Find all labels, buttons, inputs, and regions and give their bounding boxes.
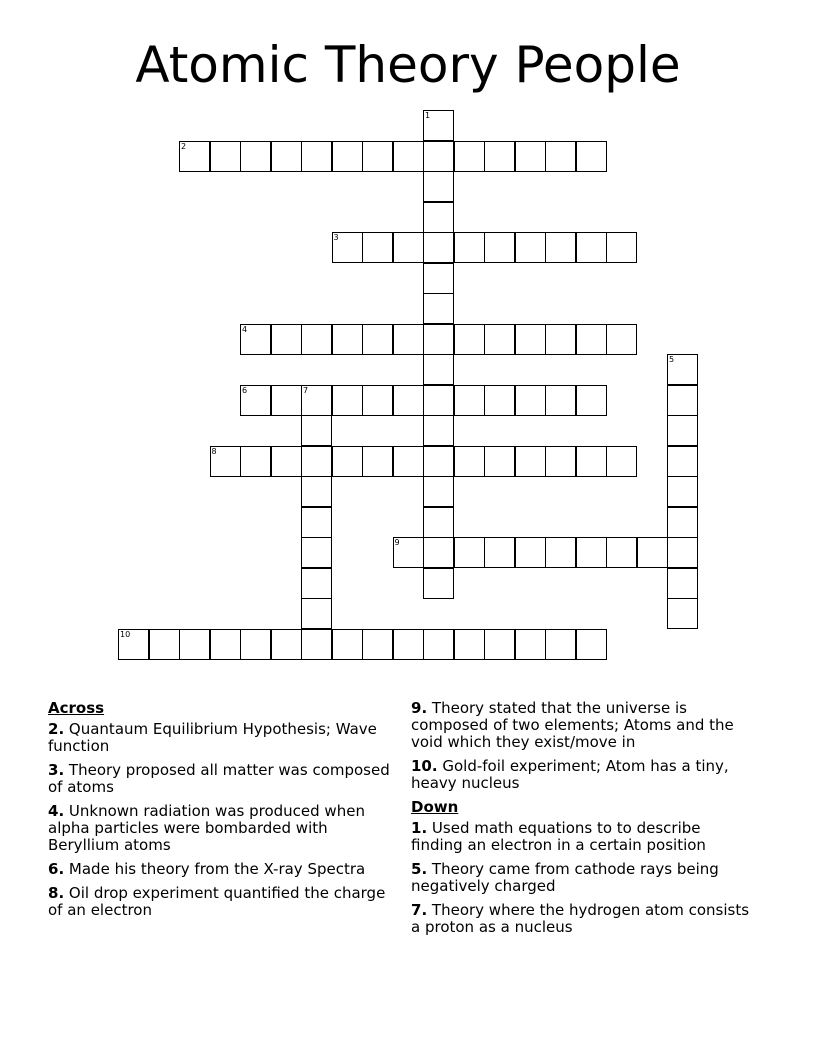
crossword-cell[interactable] bbox=[301, 141, 332, 172]
crossword-cell[interactable] bbox=[301, 568, 332, 599]
crossword-cell[interactable] bbox=[667, 385, 698, 416]
crossword-cell[interactable] bbox=[606, 537, 637, 568]
clue-number: 7 bbox=[411, 901, 422, 919]
crossword-cell[interactable] bbox=[332, 324, 363, 355]
crossword-cell[interactable] bbox=[576, 324, 607, 355]
clue-number: 1 bbox=[411, 819, 422, 837]
crossword-cell[interactable] bbox=[301, 507, 332, 538]
clue-text: Quantaum Equilibrium Hypothesis; Wave function bbox=[48, 720, 377, 755]
clue-number: 5 bbox=[411, 860, 422, 878]
clue-text: Theory proposed all matter was composed of atoms bbox=[48, 761, 390, 796]
crossword-cell[interactable] bbox=[362, 629, 393, 660]
crossword-cell[interactable] bbox=[484, 385, 515, 416]
crossword-cell[interactable] bbox=[423, 476, 454, 507]
crossword-cell[interactable] bbox=[423, 629, 454, 660]
crossword-cell[interactable] bbox=[484, 232, 515, 263]
crossword-cell[interactable] bbox=[301, 476, 332, 507]
crossword-cell[interactable] bbox=[454, 629, 485, 660]
crossword-cell[interactable] bbox=[240, 446, 271, 477]
crossword-cell[interactable] bbox=[423, 415, 454, 446]
crossword-cell[interactable] bbox=[423, 446, 454, 477]
down-heading: Down bbox=[411, 798, 459, 816]
crossword-cell[interactable] bbox=[576, 629, 607, 660]
crossword-cell[interactable] bbox=[545, 141, 576, 172]
clue-number: 8 bbox=[48, 884, 59, 902]
crossword-cell[interactable] bbox=[179, 629, 210, 660]
crossword-cell[interactable] bbox=[393, 232, 424, 263]
crossword-cell[interactable] bbox=[362, 324, 393, 355]
crossword-cell[interactable] bbox=[515, 446, 546, 477]
crossword-cell[interactable] bbox=[545, 385, 576, 416]
crossword-cell[interactable] bbox=[576, 537, 607, 568]
crossword-cell[interactable] bbox=[149, 629, 180, 660]
clue-number: 9 bbox=[411, 699, 422, 717]
crossword-cell[interactable] bbox=[545, 537, 576, 568]
crossword-cell[interactable] bbox=[362, 446, 393, 477]
crossword-cell[interactable] bbox=[423, 537, 454, 568]
cell-number: 10 bbox=[120, 629, 131, 639]
crossword-cell[interactable] bbox=[454, 324, 485, 355]
clue-across: 6. Made his theory from the X-ray Spectra bbox=[48, 860, 366, 878]
crossword-cell[interactable] bbox=[423, 293, 454, 324]
clue-text: Theory came from cathode rays being negatively charged bbox=[411, 860, 719, 895]
crossword-cell[interactable] bbox=[240, 385, 271, 416]
clue-number: 10 bbox=[411, 757, 432, 775]
clue-number: 2 bbox=[48, 720, 59, 738]
crossword-cell[interactable] bbox=[271, 141, 302, 172]
crossword-cell[interactable] bbox=[515, 324, 546, 355]
crossword-cell[interactable] bbox=[210, 629, 241, 660]
crossword-cell[interactable] bbox=[393, 446, 424, 477]
clues-left-column bbox=[48, 700, 393, 926]
cell-number: 2 bbox=[181, 141, 187, 151]
crossword-cell[interactable] bbox=[210, 141, 241, 172]
crossword-cell[interactable] bbox=[393, 537, 424, 568]
crossword-cell[interactable] bbox=[332, 232, 363, 263]
crossword-cell[interactable] bbox=[545, 446, 576, 477]
crossword-cell[interactable] bbox=[271, 385, 302, 416]
clue-text: Unknown radiation was produced when alpha particles were bombarded with Beryllium atoms bbox=[48, 802, 365, 854]
clue-text: Theory where the hydrogen atom consists a proton as a nucleus bbox=[411, 901, 750, 936]
crossword-cell[interactable] bbox=[423, 232, 454, 263]
crossword-cell[interactable] bbox=[484, 141, 515, 172]
clue-number: 4 bbox=[48, 802, 59, 820]
clue-text: Made his theory from the X-ray Spectra bbox=[68, 860, 366, 878]
crossword-cell[interactable] bbox=[515, 385, 546, 416]
crossword-cell[interactable] bbox=[454, 141, 485, 172]
clue-across: 4. Unknown radiation was produced when alpha particles were bombarded with Beryllium atoms bbox=[48, 802, 365, 854]
cell-number: 3 bbox=[333, 233, 339, 242]
cell-number: 7 bbox=[303, 385, 309, 395]
crossword-cell[interactable] bbox=[545, 629, 576, 660]
crossword-cell[interactable] bbox=[454, 446, 485, 477]
clue-across: 10. Gold-foil experiment; Atom has a tiny, heavy nucleus bbox=[411, 757, 729, 792]
crossword-cell[interactable] bbox=[118, 629, 149, 660]
crossword-cell[interactable] bbox=[454, 537, 485, 568]
crossword-cell[interactable] bbox=[301, 446, 332, 477]
crossword-cell[interactable] bbox=[362, 385, 393, 416]
crossword-cell[interactable] bbox=[484, 446, 515, 477]
crossword-cell[interactable] bbox=[210, 446, 241, 477]
crossword-cell[interactable] bbox=[332, 446, 363, 477]
clue-number: 6 bbox=[48, 860, 59, 878]
cell-number: 1 bbox=[425, 111, 431, 120]
crossword-cell[interactable] bbox=[667, 537, 698, 568]
crossword-cell[interactable] bbox=[606, 446, 637, 477]
crossword-cell[interactable] bbox=[576, 446, 607, 477]
crossword-cell[interactable] bbox=[637, 537, 668, 568]
crossword-cell[interactable] bbox=[362, 141, 393, 172]
crossword-cell[interactable] bbox=[484, 629, 515, 660]
crossword-cell[interactable] bbox=[667, 354, 698, 385]
crossword-cell[interactable] bbox=[423, 110, 454, 141]
crossword-cell[interactable] bbox=[515, 232, 546, 263]
crossword-cell[interactable] bbox=[667, 415, 698, 446]
crossword-cell[interactable] bbox=[484, 324, 515, 355]
crossword-cell[interactable] bbox=[423, 263, 454, 294]
crossword-cell[interactable] bbox=[393, 385, 424, 416]
clue-down: 7. Theory where the hydrogen atom consists a proton as a nucleus bbox=[411, 901, 750, 936]
crossword-cell[interactable] bbox=[362, 232, 393, 263]
crossword-cell[interactable] bbox=[667, 568, 698, 599]
clue-down: 5. Theory came from cathode rays being negatively charged bbox=[411, 860, 719, 895]
crossword-cell[interactable] bbox=[332, 385, 363, 416]
crossword-cell[interactable] bbox=[545, 232, 576, 263]
clue-across: 2. Quantaum Equilibrium Hypothesis; Wave function bbox=[48, 720, 377, 755]
crossword-cell[interactable] bbox=[667, 598, 698, 629]
crossword-cell[interactable] bbox=[484, 537, 515, 568]
clue-down: 1. Used math equations to to describe finding an electron in a certain position bbox=[411, 819, 706, 854]
crossword-cell[interactable] bbox=[576, 141, 607, 172]
crossword-cell[interactable] bbox=[423, 507, 454, 538]
clue-text: Oil drop experiment quantified the charge of an electron bbox=[48, 884, 386, 919]
crossword-cell[interactable] bbox=[576, 232, 607, 263]
crossword-cell[interactable] bbox=[606, 232, 637, 263]
crossword-cell[interactable] bbox=[301, 598, 332, 629]
clue-text: Used math equations to to describe finding an electron in a certain position bbox=[411, 819, 706, 854]
crossword-cell[interactable] bbox=[393, 324, 424, 355]
crossword-cell[interactable] bbox=[423, 171, 454, 202]
crossword-cell[interactable] bbox=[423, 568, 454, 599]
cell-number: 8 bbox=[211, 446, 217, 456]
crossword-cell[interactable] bbox=[393, 141, 424, 172]
crossword-cell[interactable] bbox=[179, 141, 210, 172]
cell-number: 6 bbox=[242, 385, 248, 395]
crossword-cell[interactable] bbox=[515, 629, 546, 660]
crossword-cell[interactable] bbox=[301, 385, 332, 416]
crossword-cell[interactable] bbox=[667, 507, 698, 538]
crossword-cell[interactable] bbox=[423, 385, 454, 416]
crossword-cell[interactable] bbox=[423, 324, 454, 355]
crossword-cell[interactable] bbox=[332, 141, 363, 172]
crossword-cell[interactable] bbox=[271, 629, 302, 660]
across-heading: Across bbox=[48, 699, 105, 717]
clue-across: 9. Theory stated that the universe is composed of two elements; Atoms and the void which they exist/move in bbox=[411, 699, 734, 751]
clue-across: 3. Theory proposed all matter was composed of atoms bbox=[48, 761, 390, 796]
cell-number: 5 bbox=[669, 355, 675, 364]
crossword-cell[interactable] bbox=[240, 629, 271, 660]
clue-text: Gold-foil experiment; Atom has a tiny, heavy nucleus bbox=[411, 757, 729, 792]
crossword-cell[interactable] bbox=[545, 324, 576, 355]
crossword-cell[interactable] bbox=[393, 629, 424, 660]
crossword-cell[interactable] bbox=[271, 446, 302, 477]
crossword-cell[interactable] bbox=[667, 446, 698, 477]
crossword-cell[interactable] bbox=[301, 324, 332, 355]
clue-text: Theory stated that the universe is composed of two elements; Atoms and the void which they exist/move in bbox=[411, 699, 734, 751]
crossword-cell[interactable] bbox=[454, 385, 485, 416]
clue-number: 3 bbox=[48, 761, 59, 779]
crossword-cell[interactable] bbox=[301, 629, 332, 660]
page-title: Atomic Theory People bbox=[135, 36, 681, 94]
crossword-cell[interactable] bbox=[576, 385, 607, 416]
crossword-cell[interactable] bbox=[423, 354, 454, 385]
crossword-cell[interactable] bbox=[332, 629, 363, 660]
crossword-cell[interactable] bbox=[301, 537, 332, 568]
crossword-cell[interactable] bbox=[454, 232, 485, 263]
cell-number: 9 bbox=[394, 538, 400, 547]
crossword-cell[interactable] bbox=[423, 202, 454, 233]
clue-across: 8. Oil drop experiment quantified the charge of an electron bbox=[48, 884, 386, 919]
crossword-cell[interactable] bbox=[515, 141, 546, 172]
crossword-cell[interactable] bbox=[240, 324, 271, 355]
crossword-cell[interactable] bbox=[606, 324, 637, 355]
cell-number: 4 bbox=[242, 324, 248, 334]
crossword-cell[interactable] bbox=[240, 141, 271, 172]
crossword-cell[interactable] bbox=[423, 141, 454, 172]
crossword-cell[interactable] bbox=[271, 324, 302, 355]
crossword-cell[interactable] bbox=[301, 415, 332, 446]
crossword-cell[interactable] bbox=[515, 537, 546, 568]
clues-right-column bbox=[411, 700, 756, 943]
crossword-cell[interactable] bbox=[667, 476, 698, 507]
